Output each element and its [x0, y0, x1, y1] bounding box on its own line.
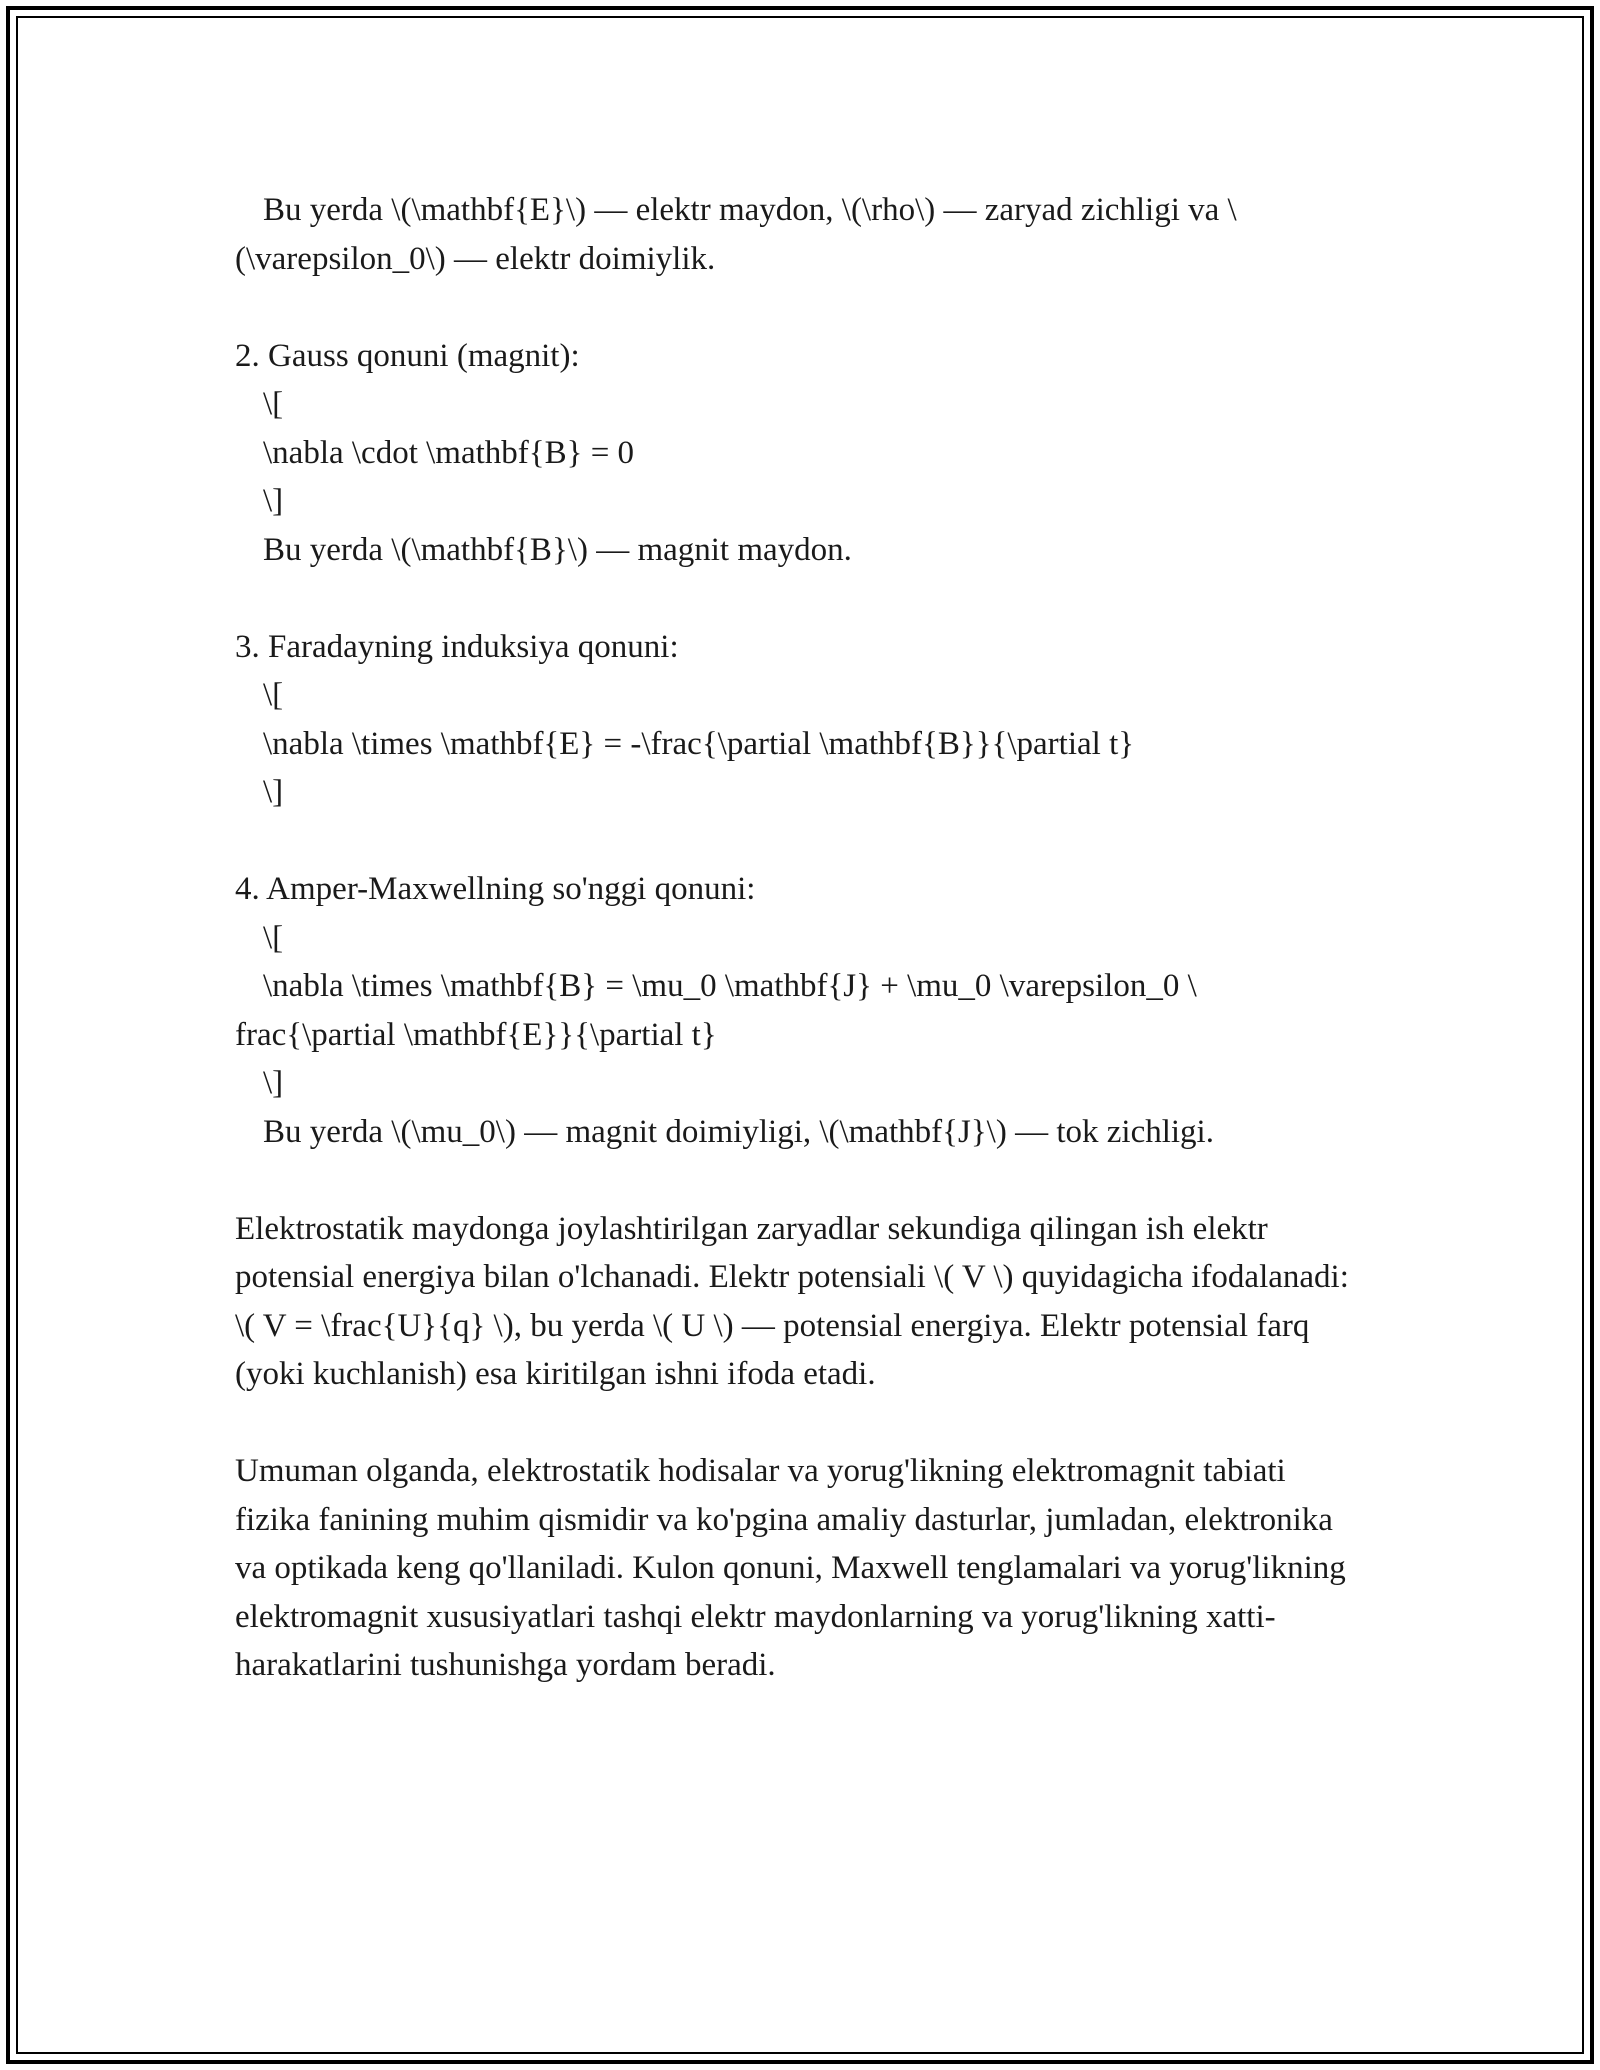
display-math-close: \] [263, 774, 284, 810]
ampere-equation-continuation: frac{\partial \mathbf{E}}{\partial t} [235, 1016, 717, 1053]
gauss-magnetic-where-line: Bu yerda \(\mathbf{B}\) — magnit maydon. [263, 531, 852, 568]
ampere-equation: \nabla \times \mathbf{B} = \mu_0 \mathbf{J} + \mu_0 \varepsilon_0 \ [263, 968, 1197, 1004]
display-math-open: \[ [263, 386, 284, 422]
gauss-magnetic-equation: \nabla \cdot \mathbf{B} = 0 [263, 434, 635, 471]
gauss-magnetic-heading: 2. Gauss qonuni (magnit): [235, 337, 580, 374]
ampere-heading: 4. Amper-Maxwellning so'nggi qonuni: [235, 871, 756, 907]
display-math-open: \[ [263, 677, 284, 713]
gauss-electric-where-continuation: (\varepsilon_0\) — elektr doimiylik. [235, 240, 716, 277]
spacer [235, 817, 1365, 866]
ampere-where-line: Bu yerda \(\mu_0\) — magnit doimiyligi, \(\mathbf{J}\) — tok zichligi. [263, 1113, 1214, 1150]
conclusion-paragraph: Umuman olganda, elektrostatik hodisalar va yorug'likning elektromagnit tabiati fizika fanining muhim qismidir va ko'pgina amaliy dasturlar, jumladan, elektronika va optikada keng qo'llaniladi. Kulon qonuni, Maxwell tenglamalari va yorug'likning elektromagnit xususiyatlari tashqi elektr maydonlarning va yorug'likning xatti-harakatlarini tushunishga yordam beradi. [235, 1453, 1346, 1683]
spacer [235, 283, 1365, 332]
display-math-open: \[ [263, 919, 284, 956]
gauss-electric-where-line: Bu yerda \(\mathbf{E}\) — elektr maydon, \(\rho\) — zaryad zichligi va \ [263, 192, 1237, 228]
faraday-equation: \nabla \times \mathbf{E} = -\frac{\partial \mathbf{B}}{\partial t} [263, 725, 1135, 762]
spacer [235, 1399, 1365, 1448]
document-body [235, 186, 1365, 1690]
spacer [235, 1156, 1365, 1205]
spacer [235, 574, 1365, 623]
faraday-heading: 3. Faradayning induksiya qonuni: [235, 628, 679, 665]
display-math-close: \] [263, 483, 284, 519]
display-math-close: \] [263, 1065, 284, 1101]
potential-paragraph: Elektrostatik maydonga joylashtirilgan zaryadlar sekundiga qilingan ish elektr potensial energiya bilan o'lchanadi. Elektr potensiali \( V \) quyidagicha ifodalanadi: \( V = \frac{U}{q} \), bu yerda \( U \) — potensial energiya. Elektr potensial farq (yoki kuchlanish) esa kiritilgan ishni ifoda etadi. [235, 1210, 1349, 1392]
